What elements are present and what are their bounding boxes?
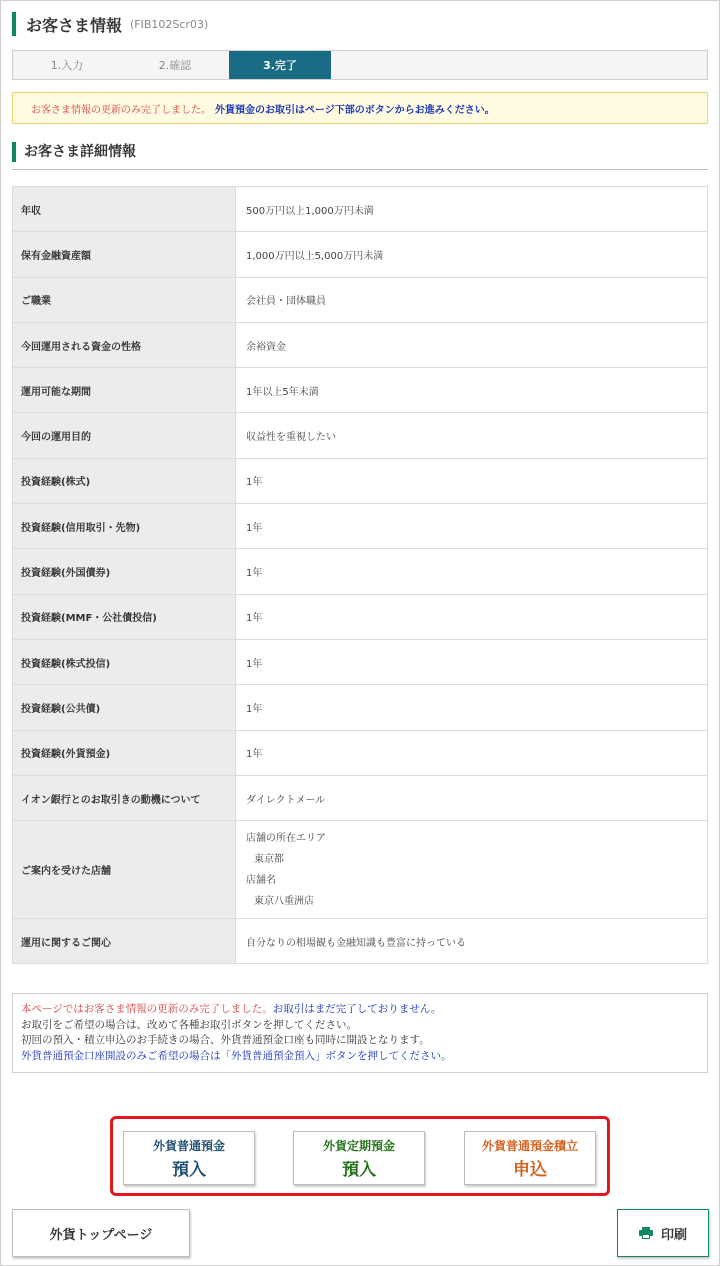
screen-code: (FIB102Scr03) bbox=[130, 17, 209, 31]
note-line-4: 外貨普通預金口座開設のみご希望の場合は「外貨普通預金預入」ボタンを押してください。 bbox=[21, 1049, 452, 1062]
step-input: 1.入力 bbox=[50, 59, 84, 72]
row-value: 1,000万円以上5,000万円未満 bbox=[236, 232, 708, 277]
row-value: 1年 bbox=[236, 685, 708, 730]
page-title bbox=[12, 12, 208, 36]
foreign-ordinary-deposit-button[interactable] bbox=[123, 1131, 255, 1185]
row-value: 1年 bbox=[236, 594, 708, 639]
notice-red-text: お客さま情報の更新のみ完了しました。 bbox=[31, 104, 211, 116]
section-title-text: お客さま詳細情報 bbox=[24, 144, 136, 160]
foreign-savings-plan-button[interactable] bbox=[464, 1131, 596, 1185]
row-label: ご職業 bbox=[13, 277, 236, 322]
note-line-1 bbox=[21, 1002, 699, 1018]
row-value-store bbox=[236, 821, 708, 919]
table-row bbox=[13, 775, 708, 820]
row-label: 年収 bbox=[13, 187, 236, 232]
row-label: 運用に関するご関心 bbox=[13, 919, 236, 964]
row-label: 運用可能な期間 bbox=[13, 368, 236, 413]
row-value: 1年 bbox=[236, 730, 708, 775]
button-line-1: 外貨定期預金 bbox=[322, 1138, 395, 1153]
table-row bbox=[13, 232, 708, 277]
print-label: 印刷 bbox=[660, 1227, 687, 1243]
row-label: 今回の運用目的 bbox=[13, 413, 236, 458]
table-row bbox=[13, 504, 708, 549]
step-complete: 3.完了 bbox=[229, 51, 331, 79]
row-label: 投資経験(株式) bbox=[13, 458, 236, 503]
row-value: 1年 bbox=[236, 639, 708, 684]
step-indicator bbox=[12, 50, 708, 80]
store-name-label: 店舗名 bbox=[246, 874, 276, 886]
print-button[interactable] bbox=[617, 1209, 709, 1257]
row-label: 投資経験(MMF・公社債投信) bbox=[13, 594, 236, 639]
button-line-1: 外貨普通預金 bbox=[152, 1138, 225, 1153]
table-row bbox=[13, 685, 708, 730]
foreign-time-deposit-button[interactable] bbox=[293, 1131, 425, 1185]
row-value: 500万円以上1,000万円未満 bbox=[236, 187, 708, 232]
row-label: 今回運用される資金の性格 bbox=[13, 322, 236, 367]
customer-detail-table bbox=[12, 186, 708, 964]
foreign-top-page-button[interactable]: 外貨トップページ bbox=[12, 1209, 190, 1257]
table-row bbox=[13, 413, 708, 458]
note-red-text: 本ページではお客さま情報の更新のみ完了しました。 bbox=[21, 1003, 273, 1015]
table-row bbox=[13, 368, 708, 413]
row-label: 投資経験(公共債) bbox=[13, 685, 236, 730]
table-row bbox=[13, 730, 708, 775]
button-line-2: 預入 bbox=[342, 1159, 376, 1180]
notice-blue-text: 外貨預金のお取引はページ下部のボタンからお進みください。 bbox=[215, 104, 495, 116]
store-name-value: 東京八重洲店 bbox=[254, 895, 314, 907]
transaction-buttons-area bbox=[110, 1116, 610, 1196]
row-value: 余裕資金 bbox=[236, 322, 708, 367]
row-value: 自分なりの相場観も金融知識も豊富に持っている bbox=[236, 919, 708, 964]
row-value: 会社員・団体職員 bbox=[236, 277, 708, 322]
completion-notice bbox=[12, 92, 708, 124]
page-title-text: お客さま情報 bbox=[26, 15, 123, 35]
row-value: 1年 bbox=[236, 458, 708, 503]
row-value: 収益性を重視したい bbox=[236, 413, 708, 458]
table-row bbox=[13, 594, 708, 639]
row-label: 投資経験(外国債券) bbox=[13, 549, 236, 594]
section-title-bar bbox=[12, 142, 16, 162]
table-row bbox=[13, 322, 708, 367]
row-value: ダイレクトメール bbox=[236, 775, 708, 820]
note-line-3: 初回の預入・積立申込のお手続きの場合、外貨普通預金口座も同時に開設となります。 bbox=[21, 1034, 430, 1046]
note-blue-text: お取引はまだ完了しておりません。 bbox=[272, 1003, 442, 1015]
table-row bbox=[13, 919, 708, 964]
row-label: 投資経験(信用取引・先物) bbox=[13, 504, 236, 549]
table-row bbox=[13, 187, 708, 232]
table-row bbox=[13, 277, 708, 322]
row-label: 投資経験(外貨預金) bbox=[13, 730, 236, 775]
button-line-2: 申込 bbox=[513, 1159, 547, 1180]
row-value: 1年 bbox=[236, 504, 708, 549]
printer-icon bbox=[639, 1227, 653, 1239]
button-line-1: 外貨普通預金積立 bbox=[481, 1138, 578, 1153]
store-area-value: 東京都 bbox=[254, 853, 284, 865]
step-confirm: 2.確認 bbox=[158, 59, 192, 72]
table-row bbox=[13, 549, 708, 594]
note-line-2: お取引をご希望の場合は、改めて各種お取引ボタンを押してください。 bbox=[21, 1018, 357, 1031]
store-area-label: 店舗の所在エリア bbox=[246, 832, 326, 844]
row-label: イオン銀行とのお取引きの動機について bbox=[13, 775, 236, 820]
row-label: ご案内を受けた店舗 bbox=[13, 821, 236, 919]
button-line-2: 預入 bbox=[172, 1159, 206, 1180]
row-value: 1年以上5年未満 bbox=[236, 368, 708, 413]
row-label: 保有金融資産額 bbox=[13, 232, 236, 277]
info-note bbox=[12, 993, 708, 1073]
table-row-store bbox=[13, 821, 708, 919]
section-title bbox=[12, 140, 708, 170]
row-label: 投資経験(株式投信) bbox=[13, 639, 236, 684]
table-row bbox=[13, 639, 708, 684]
table-row bbox=[13, 458, 708, 503]
row-value: 1年 bbox=[236, 549, 708, 594]
